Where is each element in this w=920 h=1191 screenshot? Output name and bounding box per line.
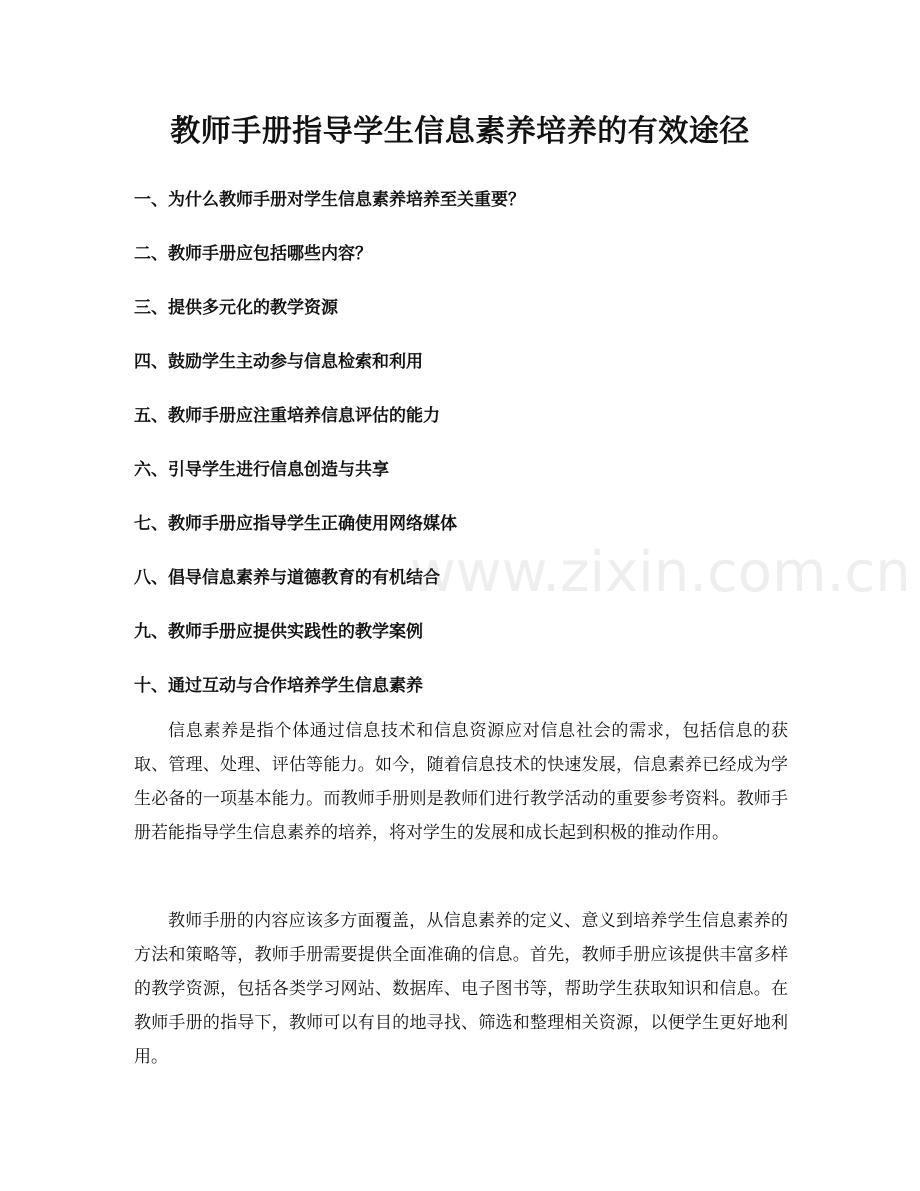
section-heading-5: 五、教师手册应注重培养信息评估的能力 xyxy=(134,406,440,426)
section-heading-list xyxy=(134,182,794,722)
section-heading-6: 六、引导学生进行信息创造与共享 xyxy=(134,460,389,480)
document-title: 教师手册指导学生信息素养培养的有效途径 xyxy=(170,114,750,149)
section-heading-1: 一、为什么教师手册对学生信息素养培养至关重要？ xyxy=(134,190,525,210)
section-heading-9: 九、教师手册应提供实践性的教学案例 xyxy=(134,622,423,642)
section-heading-3: 三、提供多元化的教学资源 xyxy=(134,298,338,318)
watermark: www.zixin.com.cn xyxy=(410,540,911,605)
section-heading-8: 八、倡导信息素养与道德教育的有机结合 xyxy=(134,568,440,588)
body-paragraph-2: 教师手册的内容应该多方面覆盖，从信息素养的定义、意义到培养学生信息素养的方法和策略等，教师手册需要提供全面准确的信息。首先，教师手册应该提供丰富多样的教学资源，包括各类学习网站、数据库、电子图书等，帮助学生获取知识和信息。在教师手册的指导下，教师可以有目的地寻找、筛选和整理相关资源，以便学生更好地利用。 xyxy=(134,911,788,1067)
body-paragraph-1: 信息素养是指个体通过信息技术和信息资源应对信息社会的需求，包括信息的获取、管理、处理、评估等能力。如今，随着信息技术的快速发展，信息素养已经成为学生必备的一项基本能力。而教师手册则是教师们进行教学活动的重要参考资料。教师手册若能指导学生信息素养的培养，将对学生的发展和成长起到积极的推动作用。 xyxy=(134,721,788,843)
section-heading-4: 四、鼓励学生主动参与信息检索和利用 xyxy=(134,352,423,372)
section-heading-7: 七、教师手册应指导学生正确使用网络媒体 xyxy=(134,514,457,534)
section-heading-2: 二、教师手册应包括哪些内容？ xyxy=(134,244,372,264)
section-heading-10: 十、通过互动与合作培养学生信息素养 xyxy=(134,676,423,696)
